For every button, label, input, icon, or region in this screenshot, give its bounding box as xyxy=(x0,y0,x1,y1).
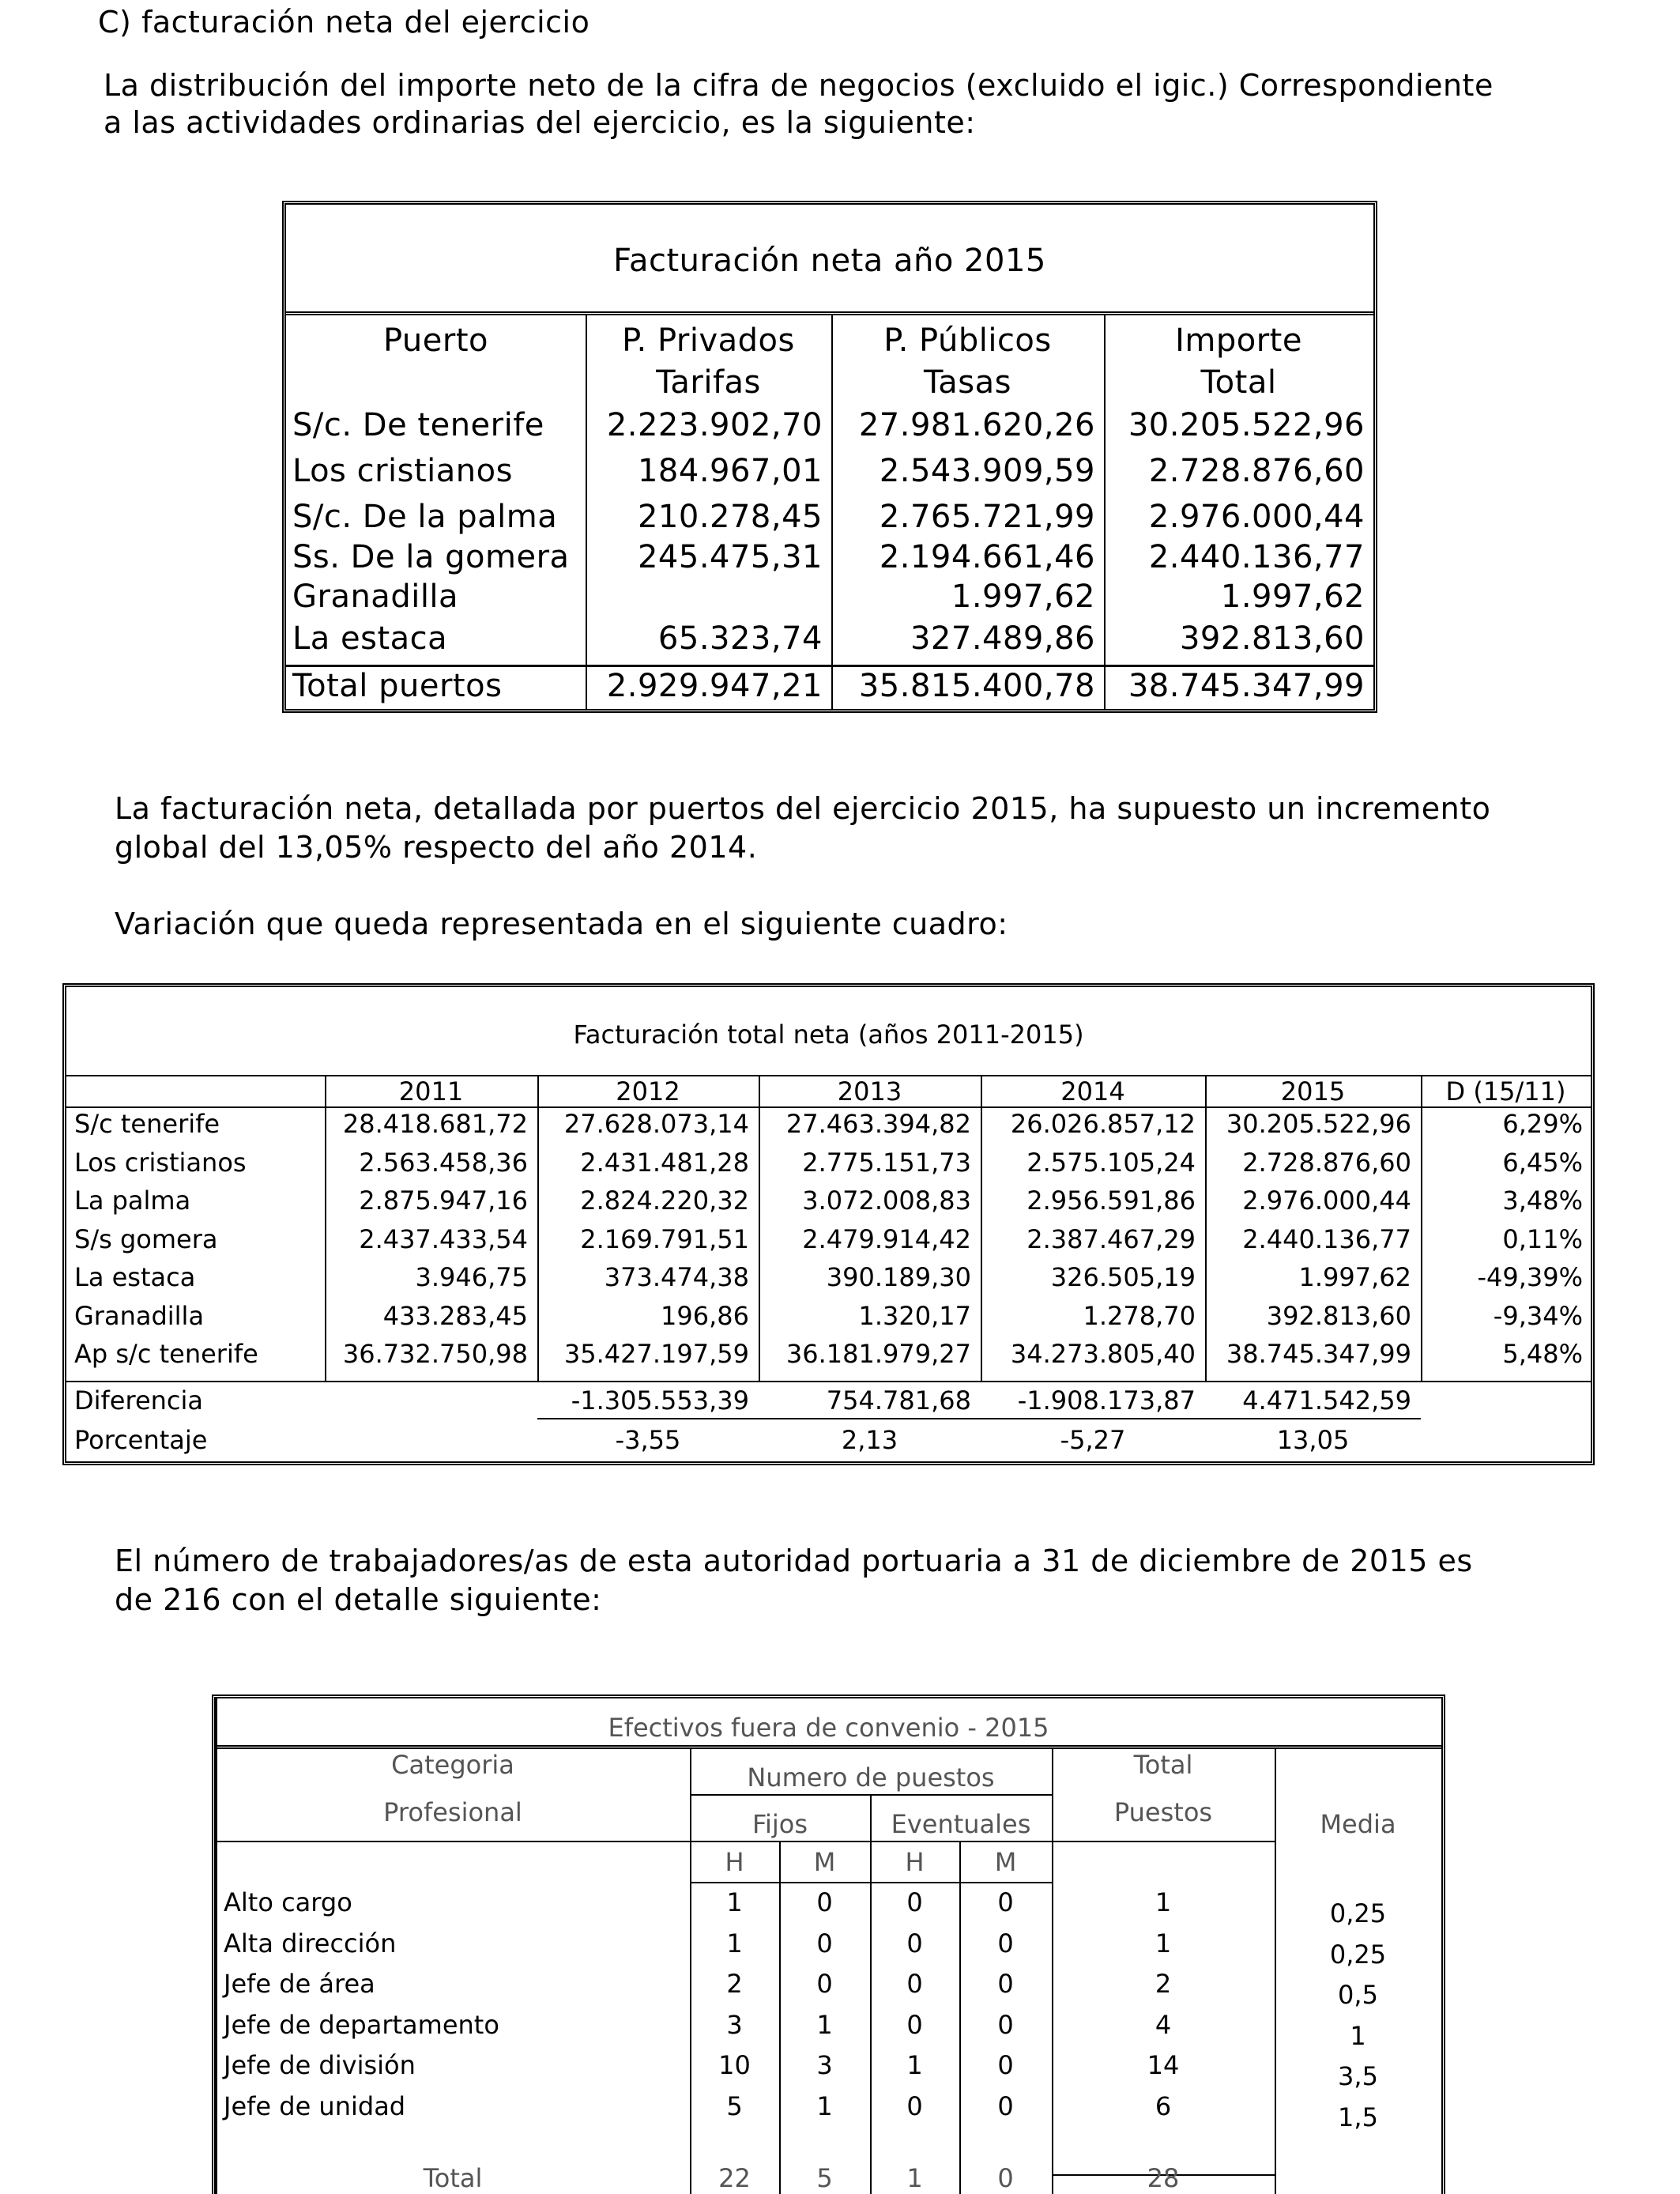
t3-category: Alto cargo xyxy=(224,1887,352,1917)
t2-cell: 196,86 xyxy=(661,1300,749,1331)
t3-media-cell: 3,5 xyxy=(1338,2061,1378,2091)
t3-eventuales: Eventuales xyxy=(891,1809,1031,1839)
t2-header-year: 2014 xyxy=(1060,1076,1125,1106)
t2-cell: 2.563.458,36 xyxy=(359,1147,528,1178)
para4-line-2: de 216 con el detalle siguiente: xyxy=(115,1582,602,1617)
t3-cell: 5 xyxy=(726,2090,743,2121)
t3-cell: 1 xyxy=(906,2050,923,2080)
t1-cell: 245.475,31 xyxy=(637,539,823,575)
t2-cell: 26.026.857,12 xyxy=(1010,1109,1196,1139)
t3-cell: 14 xyxy=(1147,2050,1180,2080)
t2-data-bottom xyxy=(66,1381,1591,1382)
t2-cell: 34.273.805,40 xyxy=(1010,1339,1196,1369)
t3-cell: 6 xyxy=(1155,2090,1172,2121)
t2-port-name: S/s gomera xyxy=(74,1223,218,1254)
t3-cell: 0 xyxy=(997,2009,1014,2040)
t3-cell: 0 xyxy=(906,2090,923,2121)
t1-port-name: Ss. De la gomera xyxy=(292,539,570,575)
t2-porcentaje-cell: -5,27 xyxy=(1060,1425,1126,1455)
t3-total-label: Total xyxy=(423,2163,483,2193)
t1-port-name: La estaca xyxy=(292,620,448,657)
section-title: C) facturación neta del ejercicio xyxy=(98,5,590,40)
t3-cell: 2 xyxy=(1155,1969,1172,1999)
t2-cell: 27.628.073,14 xyxy=(563,1109,749,1139)
t2-cell: 2.575.105,24 xyxy=(1026,1147,1196,1178)
t2-variation: 0,11% xyxy=(1502,1223,1583,1254)
t3-cell: 4 xyxy=(1155,2009,1172,2040)
t3-cat-l1: Categoria xyxy=(391,1750,514,1780)
t2-cell: 2.479.914,42 xyxy=(802,1223,971,1254)
t1-header-publicos: P. Públicos xyxy=(883,322,1052,359)
t1-cell: 2.543.909,59 xyxy=(879,453,1095,489)
t1-cell: 2.440.136,77 xyxy=(1148,539,1365,575)
t3-cell: 0 xyxy=(816,1928,833,1958)
para4-line-1: El número de trabajadores/as de esta autoridad portuaria a 31 de diciembre de 2015 es xyxy=(115,1544,1473,1578)
t2-cell: 2.956.591,86 xyxy=(1026,1186,1196,1216)
t3-fijos-m: M xyxy=(813,1847,836,1877)
t2-cell: 2.875.947,16 xyxy=(359,1186,528,1216)
t3-cell: 0 xyxy=(906,1887,923,1917)
t3-total-l1: Total xyxy=(1133,1750,1193,1780)
t1-header-privados: P. Privados xyxy=(622,322,795,359)
t2-cell: 2.728.876,60 xyxy=(1242,1147,1411,1178)
t3-cell: 0 xyxy=(906,2009,923,2040)
para3: Variación que queda representada en el siguiente cuadro: xyxy=(115,907,1008,941)
facturacion-2011-2015-table xyxy=(62,983,1595,1465)
t2-diferencia-cell: -1.908.173,87 xyxy=(1017,1385,1196,1416)
t2-porcentaje-cell: -3,55 xyxy=(615,1425,681,1455)
t1-header-total: Total xyxy=(1200,364,1277,401)
t2-porcentaje-cell: 13,05 xyxy=(1276,1425,1350,1455)
t2-port-name: Ap s/c tenerife xyxy=(74,1339,258,1369)
t3-category: Jefe de departamento xyxy=(224,2009,499,2040)
t2-diferencia-cell: 754.781,68 xyxy=(826,1385,971,1416)
t3-cell: 2 xyxy=(726,1969,743,1999)
t2-cell: 2.387.467,29 xyxy=(1026,1223,1196,1254)
t2-header-year: 2013 xyxy=(837,1076,902,1106)
t2-port-name: Granadilla xyxy=(74,1300,205,1331)
t2-diferencia-label: Diferencia xyxy=(74,1385,203,1416)
t3-category: Jefe de área xyxy=(224,1969,375,1999)
t2-diferencia-cell: -1.305.553,39 xyxy=(571,1385,749,1416)
t1-cell: 65.323,74 xyxy=(657,620,823,657)
t3-cell: 0 xyxy=(906,1969,923,1999)
t3-media-cell: 0,25 xyxy=(1329,1939,1387,1970)
t1-header-importe: Importe xyxy=(1175,322,1302,359)
intro-line-1: La distribución del importe neto de la cifra de negocios (excluido el igic.) Correspondiente xyxy=(104,68,1494,103)
t2-variation: -9,34% xyxy=(1493,1300,1583,1331)
t2-cell: 373.474,38 xyxy=(604,1262,749,1292)
t3-cell: 1 xyxy=(1155,1928,1172,1958)
t3-category: Jefe de unidad xyxy=(224,2090,406,2121)
t1-title: Facturación neta año 2015 xyxy=(613,243,1046,279)
t2-variation: 5,48% xyxy=(1502,1339,1583,1369)
t3-hm-bottom xyxy=(690,1882,1052,1883)
t1-cell: 27.981.620,26 xyxy=(858,407,1095,443)
t2-cell: 2.169.791,51 xyxy=(580,1223,749,1254)
t2-cell: 3.946,75 xyxy=(415,1262,528,1292)
t1-cell: 327.489,86 xyxy=(910,620,1095,657)
t1-cell: 2.194.661,46 xyxy=(879,539,1095,575)
para2-line-1: La facturación neta, detallada por puertos del ejercicio 2015, ha supuesto un incremento xyxy=(115,791,1491,826)
t3-header-divider xyxy=(216,1841,1275,1842)
t2-cell: 1.997,62 xyxy=(1298,1262,1411,1292)
t3-cell: 1 xyxy=(816,2009,833,2040)
t2-cell: 392.813,60 xyxy=(1266,1300,1411,1331)
t2-cell: 30.205.522,96 xyxy=(1226,1109,1411,1139)
t3-cell: 0 xyxy=(997,2090,1014,2121)
t1-port-name: S/c. De la palma xyxy=(292,499,558,535)
t3-cell: 0 xyxy=(997,1969,1014,1999)
t3-total-l2: Puestos xyxy=(1113,1797,1213,1827)
facturacion-2015-table xyxy=(282,201,1377,713)
t3-cell: 3 xyxy=(816,2050,833,2080)
t3-num-puestos: Numero de puestos xyxy=(747,1762,995,1793)
t2-variation: 6,45% xyxy=(1502,1147,1583,1178)
t3-fijos: Fijos xyxy=(751,1809,808,1839)
t2-cell: 28.418.681,72 xyxy=(342,1109,528,1139)
t2-cell: 390.189,30 xyxy=(826,1262,971,1292)
t1-header-puerto: Puerto xyxy=(383,322,488,359)
t2-cell: 38.745.347,99 xyxy=(1226,1339,1411,1369)
t1-total-cell: 35.815.400,78 xyxy=(858,668,1095,704)
t2-cell: 36.732.750,98 xyxy=(342,1339,528,1369)
t3-total-cell: 22 xyxy=(718,2163,751,2193)
t3-eventuales-h: H xyxy=(905,1847,925,1877)
t3-cell: 1 xyxy=(816,2090,833,2121)
t2-cell: 2.824.220,32 xyxy=(580,1186,749,1216)
t3-total-cell: 0 xyxy=(997,2163,1014,2193)
t3-cell: 0 xyxy=(997,1928,1014,1958)
t3-media-cell: 0,25 xyxy=(1329,1898,1387,1928)
t2-header-year: 2011 xyxy=(398,1076,464,1106)
t3-cell: 1 xyxy=(726,1928,743,1958)
t2-cell: 27.463.394,82 xyxy=(785,1109,971,1139)
t1-cell: 2.223.902,70 xyxy=(606,407,823,443)
t2-cell: 326.505,19 xyxy=(1050,1262,1196,1292)
intro-line-2: a las actividades ordinarias del ejercicio, es la siguiente: xyxy=(104,105,976,140)
t1-port-name: Granadilla xyxy=(292,579,459,615)
t3-right-inner xyxy=(1441,1749,1443,2194)
t3-total-cell: 5 xyxy=(816,2163,833,2193)
t3-eventuales-m: M xyxy=(994,1847,1017,1877)
t2-diff-underline xyxy=(537,1418,1421,1419)
t1-total-cell: 38.745.347,99 xyxy=(1128,668,1365,704)
t1-total-cell: 2.929.947,21 xyxy=(606,668,823,704)
t1-cell: 2.976.000,44 xyxy=(1148,499,1365,535)
t3-cell: 0 xyxy=(997,1887,1014,1917)
t3-cell: 3 xyxy=(726,2009,743,2040)
t1-cell: 30.205.522,96 xyxy=(1128,407,1365,443)
t3-cell: 0 xyxy=(816,1969,833,1999)
t2-cell: 35.427.197,59 xyxy=(563,1339,749,1369)
t1-header-tasas: Tasas xyxy=(923,364,1011,401)
t1-header-tarifas: Tarifas xyxy=(656,364,761,401)
t3-cell: 1 xyxy=(726,1887,743,1917)
t3-title: Efectivos fuera de convenio - 2015 xyxy=(608,1713,1049,1743)
t3-cell: 0 xyxy=(906,1928,923,1958)
t3-cell: 0 xyxy=(997,2050,1014,2080)
t3-cell: 10 xyxy=(718,2050,751,2080)
t1-title-divider xyxy=(286,311,1373,315)
t2-variation: -49,39% xyxy=(1477,1262,1583,1292)
t2-header-year: 2015 xyxy=(1280,1076,1346,1106)
t3-media-cell: 1,5 xyxy=(1338,2102,1378,2132)
t2-cell: 1.278,70 xyxy=(1083,1300,1196,1331)
para2-line-2: global del 13,05% respecto del año 2014. xyxy=(115,830,758,865)
t2-title: Facturación total neta (años 2011-2015) xyxy=(573,1020,1084,1050)
t3-cell: 0 xyxy=(816,1887,833,1917)
t3-cell: 1 xyxy=(1155,1887,1172,1917)
t2-cell: 2.775.151,73 xyxy=(802,1147,971,1178)
t2-variation: 3,48% xyxy=(1502,1186,1583,1216)
t1-cell: 2.728.876,60 xyxy=(1148,453,1365,489)
t2-port-name: La palma xyxy=(74,1186,191,1216)
t3-total-cell: 1 xyxy=(906,2163,923,2193)
t2-header-variation: D (15/11) xyxy=(1445,1076,1566,1106)
t1-cell: 2.765.721,99 xyxy=(879,499,1095,535)
t2-port-name: La estaca xyxy=(74,1262,196,1292)
t3-fijos-h: H xyxy=(725,1847,744,1877)
t3-cat-l2: Profesional xyxy=(383,1797,522,1827)
t1-cell: 392.813,60 xyxy=(1179,620,1365,657)
t1-port-name: Los cristianos xyxy=(292,453,513,489)
t3-category: Jefe de división xyxy=(224,2050,416,2080)
efectivos-table xyxy=(212,1695,1445,2194)
t2-diferencia-cell: 4.471.542,59 xyxy=(1242,1385,1411,1416)
t3-media-cell: 0,5 xyxy=(1338,1980,1378,2010)
t3-media: Media xyxy=(1320,1809,1396,1839)
t3-category: Alta dirección xyxy=(224,1928,397,1958)
t2-header-year: 2012 xyxy=(616,1076,680,1106)
t2-cell: 433.283,45 xyxy=(382,1300,528,1331)
t1-cell: 1.997,62 xyxy=(1220,579,1365,615)
t2-cell: 3.072.008,83 xyxy=(802,1186,971,1216)
t2-porcentaje-label: Porcentaje xyxy=(74,1425,208,1455)
t1-cell: 210.278,45 xyxy=(637,499,823,535)
t2-port-name: S/c tenerife xyxy=(74,1109,220,1139)
t2-variation: 6,29% xyxy=(1502,1109,1583,1139)
t1-port-name: S/c. De tenerife xyxy=(292,407,544,443)
t1-total-label: Total puertos xyxy=(292,668,503,704)
t2-cell: 36.181.979,27 xyxy=(785,1339,971,1369)
t3-total-cell: 28 xyxy=(1147,2163,1180,2193)
t2-cell: 2.440.136,77 xyxy=(1242,1223,1411,1254)
t2-porcentaje-cell: 2,13 xyxy=(841,1425,898,1455)
t1-cell: 1.997,62 xyxy=(951,579,1095,615)
t3-media-cell: 1 xyxy=(1350,2020,1366,2051)
t1-cell: 184.967,01 xyxy=(637,453,823,489)
t2-cell: 1.320,17 xyxy=(858,1300,971,1331)
t2-cell: 2.976.000,44 xyxy=(1242,1186,1411,1216)
t2-cell: 2.431.481,28 xyxy=(580,1147,749,1178)
t2-cell: 2.437.433,54 xyxy=(359,1223,528,1254)
t2-port-name: Los cristianos xyxy=(74,1147,247,1178)
